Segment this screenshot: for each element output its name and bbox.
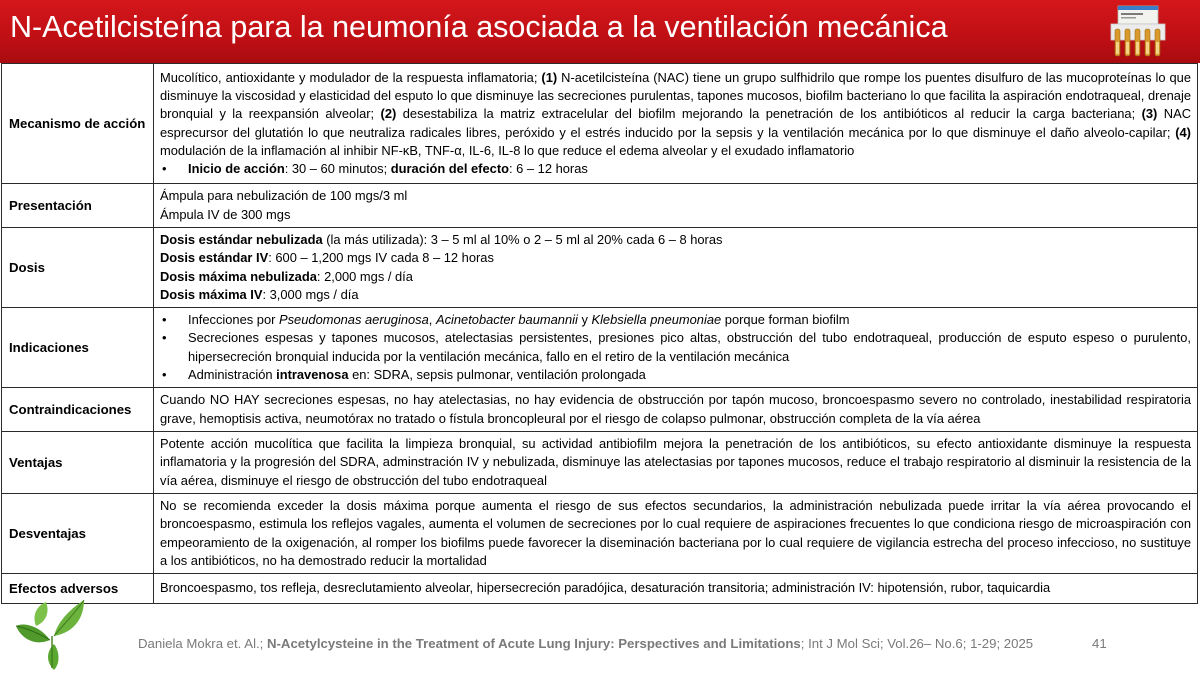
page-number: 41 [1092, 636, 1107, 651]
presentacion-line: Ámpula IV de 300 mgs [160, 206, 291, 222]
list-item: • Secreciones espesas y tapones mucosos, atelectasias persistentes, presiones pico altas, obstrucción del tubo endotraqueal, producción de esputo espeso o purulento, hipersecreción bronquial inducida por la ventilación mecánica, fallo en el retiro de la ventilación mecánica [160, 329, 1191, 365]
dosis-line: Dosis máxima IV: 3,000 mgs / día [160, 286, 359, 302]
bullet-icon: • [162, 312, 167, 328]
row-label-ventajas: Ventajas [2, 432, 154, 494]
row-content-dosis [154, 228, 1198, 308]
row-label-indicaciones: Indicaciones [2, 308, 154, 388]
dosis-line: Dosis estándar nebulizada (la más utilizada): 3 – 5 ml al 10% o 2 – 5 ml al 20% cada 6 – 8 horas [160, 232, 723, 248]
row-presentacion [2, 184, 1198, 228]
row-ventajas [2, 432, 1198, 494]
nac-info-table [1, 63, 1198, 604]
green-leaves-icon [14, 596, 88, 672]
row-mecanismo [2, 64, 1198, 184]
nac-vials-icon [1108, 2, 1168, 60]
row-label-dosis: Dosis [2, 228, 154, 308]
row-indicaciones [2, 308, 1198, 388]
row-label-mecanismo: Mecanismo de acción [2, 64, 154, 184]
row-content-mecanismo [154, 64, 1198, 184]
row-label-presentacion: Presentación [2, 184, 154, 228]
bullet-icon: • [162, 366, 167, 382]
row-desventajas [2, 494, 1198, 574]
presentacion-line: Ámpula para nebulización de 100 mgs/3 ml [160, 188, 408, 204]
row-label-contraindicaciones: Contraindicaciones [2, 388, 154, 432]
bullet-icon: • [162, 160, 167, 176]
row-content-contraindicaciones: Cuando NO HAY secreciones espesas, no hay atelectasias, no hay evidencia de obstrucción por tapón mucoso, broncoespasmo severo no controlado, inestabilidad respiratoria grave, hemoptisis activa, neumotórax no tratado o fístula broncopleural por el riesgo de colapso pulmonar, obstrucción completa de la vía aérea [154, 388, 1198, 432]
list-item: • Infecciones por Pseudomonas aeruginosa, Acinetobacter baumannii y Klebsiella pneumoniae porque forman biofilm [160, 311, 1191, 329]
row-efectos [2, 574, 1198, 604]
row-content-indicaciones [154, 308, 1198, 388]
mecanismo-text: Mucolítico, antioxidante y modulador de la respuesta inflamatoria; (1) N-acetilcisteína (NAC) tiene un grupo sulfhidrilo que rompe los puentes disulfuro de las mucoproteínas lo que disminuye la viscosidad y elasticidad del esputo lo que disminuye las secreciones purulentas, tapones mucosos, biofilm bacteriano lo que facilita la aspiración endotraqueal, drenaje bronquial y la reexpansión alveolar; (2) desestabiliza la matriz extracelular del biofilm mejorando la penetración de los antibióticos al reducir la carga bacteriana; (3) NAC esprecursor del glutatión lo que neutraliza radicales libres, peróxido y el estrés inducido por la sepsis y la ventilación mecánica por lo que disminuye el daño alveolo-capilar; (4) modulación de la inflamación al inhibir NF-κB, TNF-α, IL-6, IL-8 lo que reduce el edema alveolar y el exudado inflamatorio [160, 69, 1191, 158]
page-title: N-Acetilcisteína para la neumonía asociada a la ventilación mecánica [10, 10, 948, 44]
bullet-icon: • [162, 330, 167, 346]
row-label-efectos: Efectos adversos [2, 574, 154, 604]
list-item: • Administración intravenosa en: SDRA, sepsis pulmonar, ventilación prolongada [160, 366, 1191, 384]
row-content-ventajas: Potente acción mucolítica que facilita la limpieza bronquial, su actividad antibiofilm mejora la penetración de los antibióticos, su efecto antioxidante disminuye la respuesta inflamatoria y la progresión del SDRA, adminstración IV y nebulizada, disminuye las atelectasias por tapones mucosos, reduce el trabajo respiratorio al disminuir la resistencia de la vía aérea, disminuye el riesgo de obstrucción del tubo endotraqueal [154, 432, 1198, 494]
citation-footer: Daniela Mokra et. Al.; N-Acetylcysteine in the Treatment of Acute Lung Injury: Perspectives and Limitations; Int J Mol Sci; Vol.26– No.6; 1-29; 2025 [138, 636, 1034, 651]
title-banner [0, 0, 1200, 63]
row-label-desventajas: Desventajas [2, 494, 154, 574]
row-contraindicaciones [2, 388, 1198, 432]
row-dosis [2, 228, 1198, 308]
dosis-line: Dosis estándar IV: 600 – 1,200 mgs IV cada 8 – 12 horas [160, 250, 494, 266]
row-content-presentacion [154, 184, 1198, 228]
row-content-efectos: Broncoespasmo, tos refleja, desreclutamiento alveolar, hipersecreción paradójica, desaturación transitoria; administración IV: hipotensión, rubor, taquicardia [154, 574, 1198, 604]
dosis-line: Dosis máxima nebulizada: 2,000 mgs / día [160, 268, 413, 284]
row-content-desventajas: No se recomienda exceder la dosis máxima porque aumenta el riesgo de sus efectos secundarios, la administración nebulizada puede irritar la vía aérea provocando el broncoespasmo, estimula los reflejos vagales, aumenta el volumen de secreciones por lo cual requiere de aspiraciones frecuentes lo que condiciona riesgo de microaspiración con empeoramiento de la oxigenación, al romper los biofilms puede favorecer la diseminación bacteriana por lo cual requiere de vigilancia estrecha del proceso infeccioso, no sustituye a los antibióticos, no ha demostrado reducir la mortalidad [154, 494, 1198, 574]
list-item: • Inicio de acción: 30 – 60 minutos; duración del efecto: 6 – 12 horas [160, 160, 1191, 178]
